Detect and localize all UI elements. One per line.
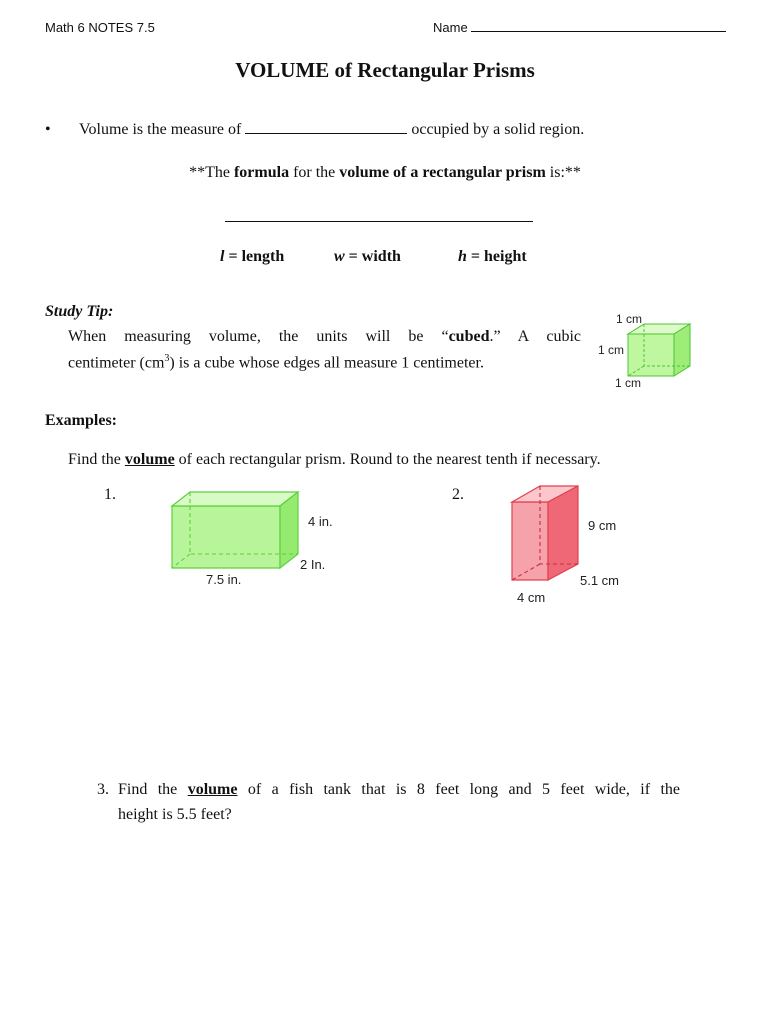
name-field (433, 20, 726, 35)
green-prism-front (172, 506, 280, 568)
formula-text-3: is:** (545, 164, 581, 181)
formula-text-1: **The (189, 164, 234, 181)
example-1-length-label: 7.5 in. (206, 572, 242, 587)
study-tip-heading: Study Tip: (45, 303, 114, 320)
tip-cubed: cubed (448, 328, 490, 345)
example-1-height-label: 4 in. (308, 514, 333, 529)
variable-meaning: = width (344, 248, 401, 265)
tip-text-2a: centimeter (cm (68, 354, 165, 372)
cube-label-left: 1 cm (598, 343, 625, 357)
formula-subject: volume of a rectangular prism (339, 164, 546, 181)
instr-text-a: Find the (68, 451, 125, 468)
unit-cube-figure (620, 320, 700, 380)
instr-volume: volume (124, 451, 175, 468)
study-tip-line-2 (68, 353, 484, 372)
tip-text-2b: ) is a cube whose edges all measure 1 centimeter. (169, 354, 484, 372)
name-blank (471, 31, 726, 32)
example-2-number: 2. (452, 486, 464, 503)
tip-superscript: 3 (164, 353, 170, 364)
example-3-number: 3. (97, 781, 109, 798)
cube-label-bottom: 1 cm (615, 376, 642, 390)
formula-text-2: for the (289, 164, 340, 181)
formula-prompt (0, 164, 770, 182)
examples-instructions (68, 451, 601, 469)
tip-text-a: When measuring volume, the units will be “ (68, 328, 449, 345)
instr-text-c: of each rectangular prism. Round to the nearest tenth if necessary. (174, 451, 601, 468)
name-label: Name (433, 20, 468, 35)
example-2-depth-label: 5.1 cm (580, 573, 620, 588)
example-1-depth-label: 2 In. (300, 557, 326, 572)
formula-blank (225, 221, 533, 222)
variable-symbol: l (220, 248, 225, 265)
example-2-width-label: 4 cm (517, 590, 546, 605)
red-prism-figure (508, 484, 584, 584)
variable-meaning: = length (224, 248, 285, 265)
variable-width (334, 248, 401, 266)
example-3-line-1 (118, 781, 680, 799)
volume-definition (79, 121, 584, 139)
variable-symbol: h (458, 248, 467, 265)
red-prism-side (548, 486, 578, 580)
variable-symbol: w (334, 248, 345, 265)
example-2-height-label: 9 cm (588, 518, 617, 533)
variable-height (458, 248, 527, 266)
green-prism-figure (168, 490, 308, 574)
page-title: VOLUME of Rectangular Prisms (235, 58, 535, 82)
cube-front-face (628, 334, 674, 376)
study-tip-line-1 (68, 328, 581, 346)
example-1-number: 1. (104, 486, 116, 503)
course-header: Math 6 NOTES 7.5 (45, 20, 155, 35)
variable-length (220, 248, 284, 266)
green-prism-side (280, 492, 298, 568)
example-3-line-2: height is 5.5 feet? (118, 806, 232, 823)
cube-label-top: 1 cm (616, 312, 643, 326)
definition-before: Volume is the measure of (79, 121, 242, 138)
ex3-volume: volume (187, 781, 238, 798)
ex3-text-a: Find the (118, 781, 188, 798)
formula-word: formula (233, 164, 290, 181)
examples-heading: Examples: (45, 412, 117, 429)
variable-meaning: = height (466, 248, 527, 265)
red-prism-front (512, 502, 548, 580)
green-prism-top (172, 492, 298, 506)
bullet-marker: • (45, 121, 51, 138)
definition-after: occupied by a solid region. (411, 121, 585, 138)
tip-text-c: .” A cubic (489, 328, 581, 345)
ex3-text-c: of a fish tank that is 8 feet long and 5 feet wide, if the (237, 781, 681, 798)
definition-blank (245, 133, 407, 134)
